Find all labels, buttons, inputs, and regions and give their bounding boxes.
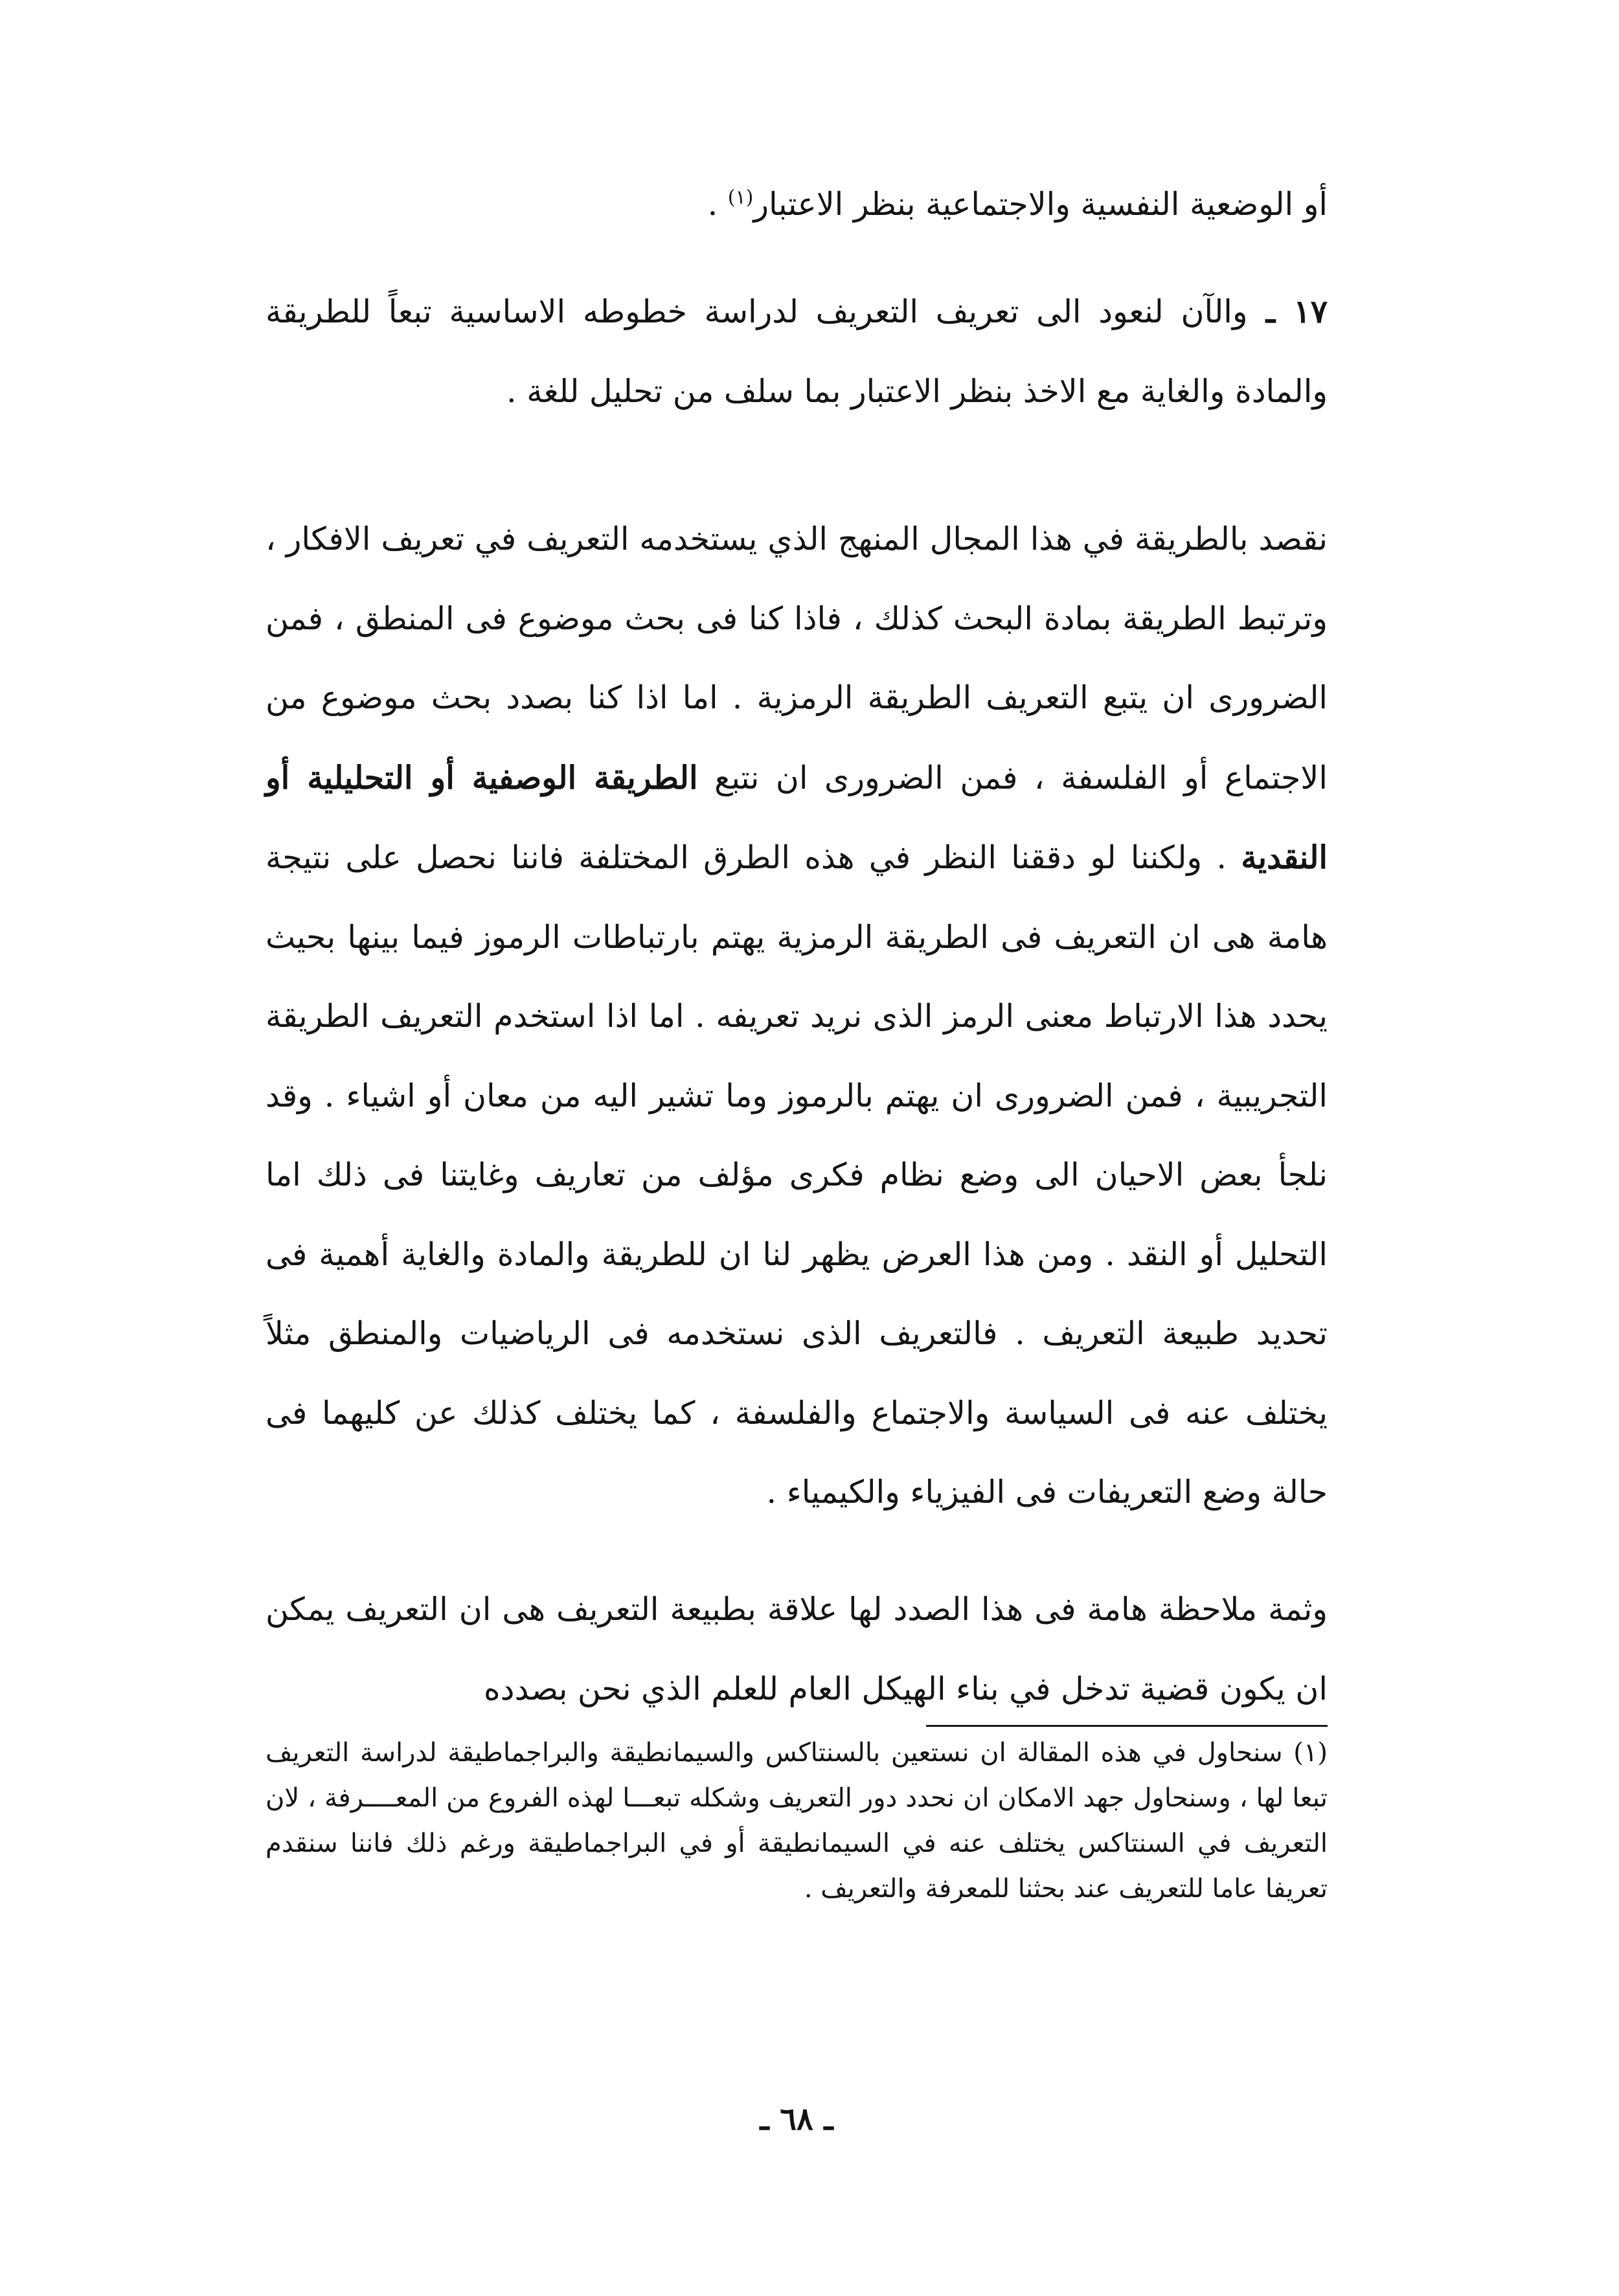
intro-line <box>266 165 1328 245</box>
paragraph-method <box>266 500 1328 1533</box>
paragraph-method-part2: . ولكننا لو دققنا النظر في هذه الطرق المختلفة فاننا نحصل على نتيجة هامة هى ان التعريف فى الطريقة الرمزية يهتم بارتباطات الرموز فيما بينها بحيث يحدد هذا الارتباط معنى الرمز الذى نريد تعريفه . اما اذا استخدم التعريف الطريقة التجريبية ، فمن الضرورى ان يهتم بالرموز وما تشير اليه من معان أو اشياء . وقد نلجأ بعض الاحيان الى وضع نظام فكرى مؤلف من تعاريف وغايتنا فى ذلك اما التحليل أو النقد . ومن هذا العرض يظهر لنا ان للطريقة والمادة والغاية أهمية فى تحديد طبيعة التعريف . فالتعريف الذى نستخدمه فى الرياضيات والمنطق مثلاً يختلف عنه فى السياسة والاجتماع والفلسفة ، كما يختلف كذلك عن كليهما فى حالة وضع التعريفات فى الفيزياء والكيمياء . <box>266 839 1328 1511</box>
page-number: ـ ٦٨ ـ <box>760 2101 833 2137</box>
intro-end: . <box>707 186 728 223</box>
paragraph-17-text: والآن لنعود الى تعريف التعريف لدراسة خطوطه الاساسية تبعاً للطريقة والمادة والغاية مع الاخذ بنظر الاعتبار بما سلف من تحليل للغة . <box>266 293 1328 410</box>
paragraph-note: وثمة ملاحظة هامة فى هذا الصدد لها علاقة بطبيعة التعريف هى ان التعريف يمكن ان يكون قضية تدخل في بناء الهيكل العام للعلم الذي نحن بصدده <box>266 1591 1328 1707</box>
footnote-divider <box>926 1725 1328 1727</box>
footnote: (١) سنحاول في هذه المقالة ان نستعين بالسنتاكس والسيمانطيقة والبراجماطيقة لدراسة التعريف تبعا لها ، وسنحاول جهد الامكان ان نحدد دور التعريف وشكله تبعـــا لهذه الفروع من المعــــرفة ، لان التعريف في السنتاكس يختلف عنه في السيمانطيقة أو في البراجماطيقة ورغم ذلك فاننا سنقدم تعريفا عاما للتعريف عند بحثنا للمعرفة والتعريف . <box>266 1738 1328 1904</box>
footnote-reference: (١) <box>727 186 754 209</box>
paragraph-method-part1: نقصد بالطريقة في هذا المجال المنهج الذي يستخدمه التعريف في تعريف الافكار ، وترتبط الطريقة بمادة البحث كذلك ، فاذا كنا فى بحث موضوع فى المنطق ، فمن الضرورى ان يتبع التعريف الطريقة الرمزية . اما اذا كنا بصدد بحث موضوع من الاجتماع أو الفلسفة ، فمن الضرورى ان نتبع <box>266 521 1328 796</box>
intro-text: أو الوضعية النفسية والاجتماعية بنظر الاعتبار <box>753 186 1328 223</box>
paragraph-number: ١٧ ـ <box>1247 293 1328 330</box>
paragraph-method-bold: الطريقة الوصفية أو التحليلية أو النقدية <box>266 758 1328 876</box>
paragraph-17 <box>266 272 1328 431</box>
